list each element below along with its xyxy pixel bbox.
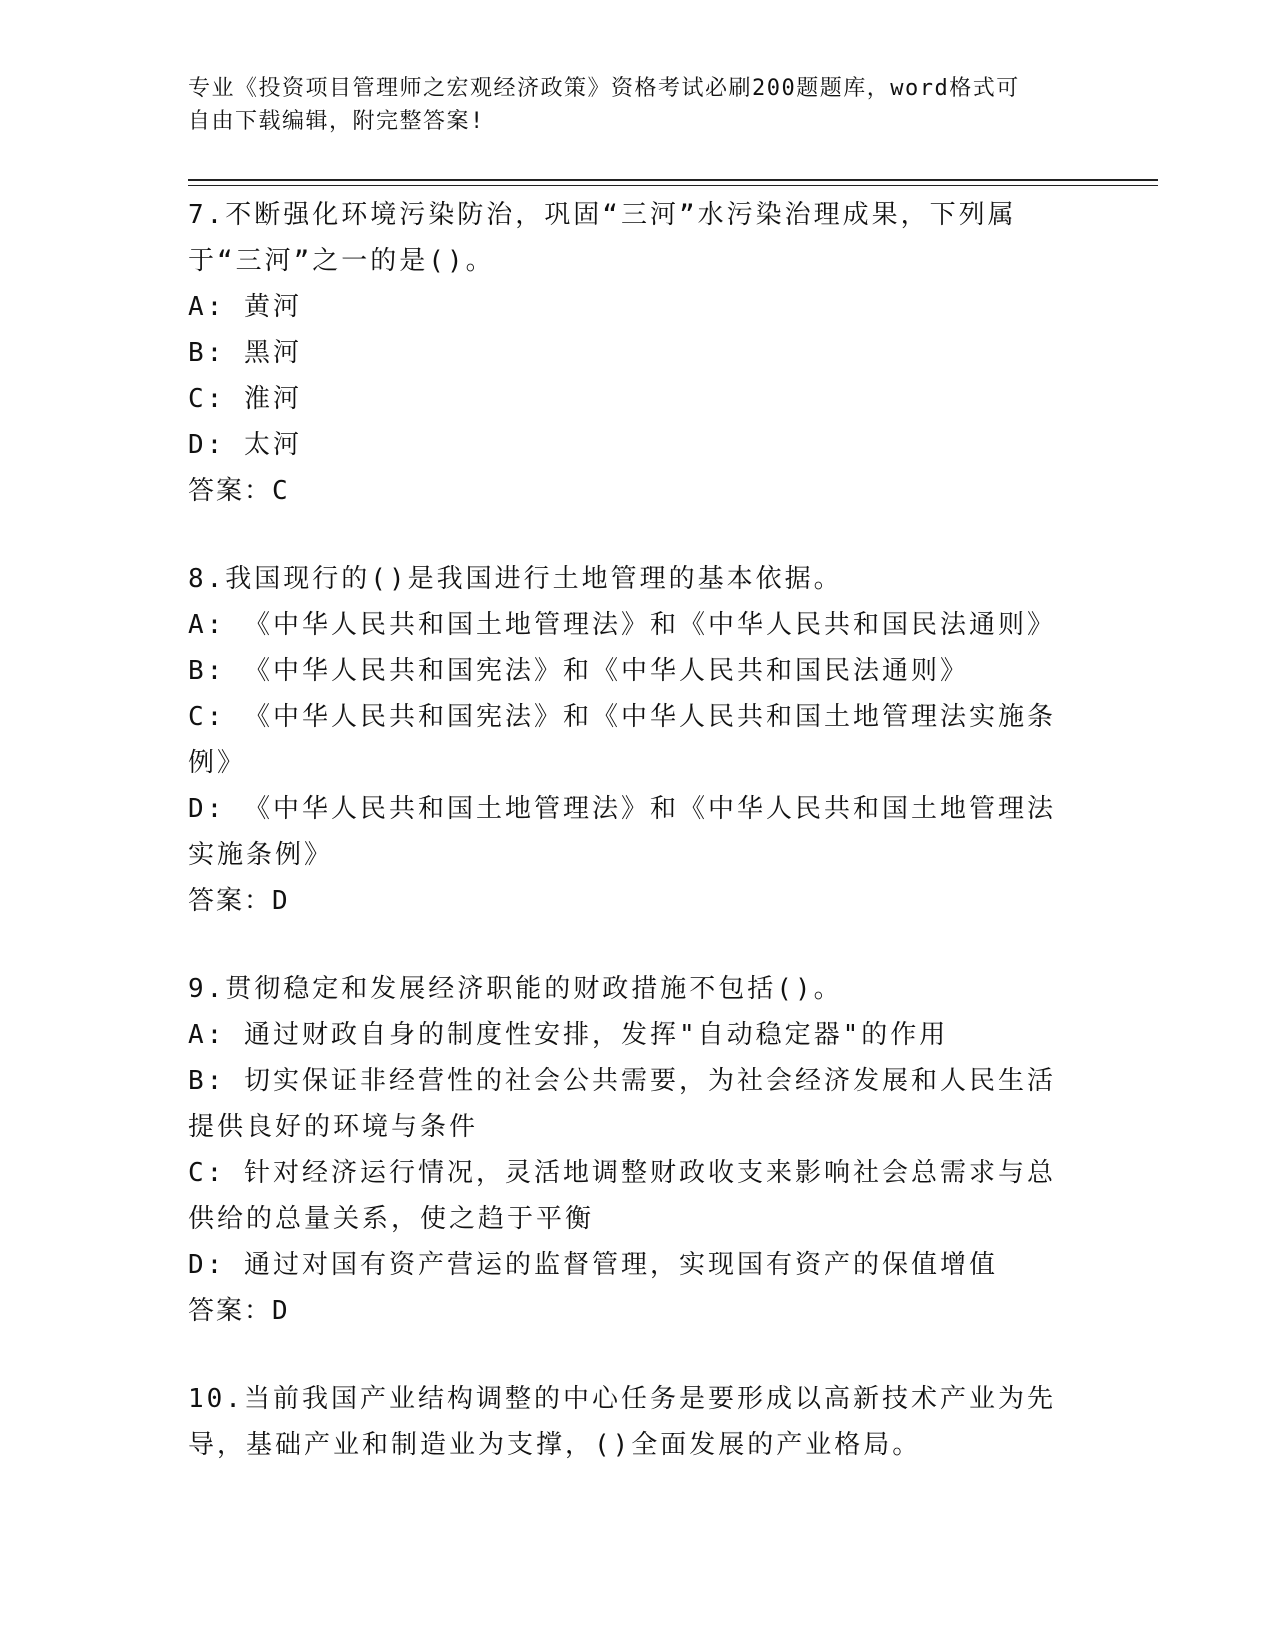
question-text: 8.我国现行的()是我国进行土地管理的基本依据。 bbox=[188, 564, 843, 594]
option-a: A: 《中华人民共和国土地管理法》和《中华人民共和国民法通则》 bbox=[188, 610, 1056, 640]
option-c: C: 《中华人民共和国宪法》和《中华人民共和国土地管理法实施条例》 bbox=[188, 702, 1056, 778]
question-10 bbox=[188, 1376, 1068, 1468]
option-d: D: 太河 bbox=[188, 430, 302, 460]
header-divider-thick bbox=[188, 179, 1158, 181]
answer-value: C bbox=[272, 476, 290, 506]
question-9 bbox=[188, 966, 1068, 1334]
option-b: B: 切实保证非经营性的社会公共需要，为社会经济发展和人民生活提供良好的环境与条件 bbox=[188, 1066, 1056, 1142]
question-list bbox=[188, 192, 1068, 1510]
option-c: C: 针对经济运行情况，灵活地调整财政收支来影响社会总需求与总供给的总量关系，使之趋于平衡 bbox=[188, 1158, 1056, 1234]
answer-label: 答案： bbox=[188, 886, 273, 916]
header-title-line-2: 自由下载编辑，附完整答案! bbox=[188, 109, 485, 134]
question-text: 7.不断强化环境污染防治，巩固“三河”水污染治理成果，下列属于“三河”之一的是()。 bbox=[188, 200, 1017, 276]
question-8 bbox=[188, 556, 1068, 924]
option-d: D: 通过对国有资产营运的监督管理，实现国有资产的保值增值 bbox=[188, 1250, 998, 1280]
answer-value: D bbox=[272, 886, 290, 916]
question-text: 10.当前我国产业结构调整的中心任务是要形成以高新技术产业为先导，基础产业和制造业为支撑，()全面发展的产业格局。 bbox=[188, 1384, 1056, 1460]
document-header bbox=[188, 72, 1068, 138]
option-b: B: 黑河 bbox=[188, 338, 302, 368]
question-7 bbox=[188, 192, 1068, 514]
option-a: A: 通过财政自身的制度性安排，发挥"自动稳定器"的作用 bbox=[188, 1020, 949, 1050]
answer-label: 答案： bbox=[188, 1296, 273, 1326]
header-divider-thin bbox=[188, 185, 1158, 186]
answer-line bbox=[188, 468, 1068, 514]
option-a: A: 黄河 bbox=[188, 292, 302, 322]
answer-line bbox=[188, 878, 1068, 924]
answer-label: 答案： bbox=[188, 476, 273, 506]
question-text: 9.贯彻稳定和发展经济职能的财政措施不包括()。 bbox=[188, 974, 843, 1004]
option-d: D: 《中华人民共和国土地管理法》和《中华人民共和国土地管理法实施条例》 bbox=[188, 794, 1056, 870]
option-b: B: 《中华人民共和国宪法》和《中华人民共和国民法通则》 bbox=[188, 656, 969, 686]
option-c: C: 淮河 bbox=[188, 384, 302, 414]
answer-value: D bbox=[272, 1296, 290, 1326]
header-title-line-1: 专业《投资项目管理师之宏观经济政策》资格考试必刷200题题库，word格式可 bbox=[188, 76, 1020, 101]
answer-line bbox=[188, 1288, 1068, 1334]
